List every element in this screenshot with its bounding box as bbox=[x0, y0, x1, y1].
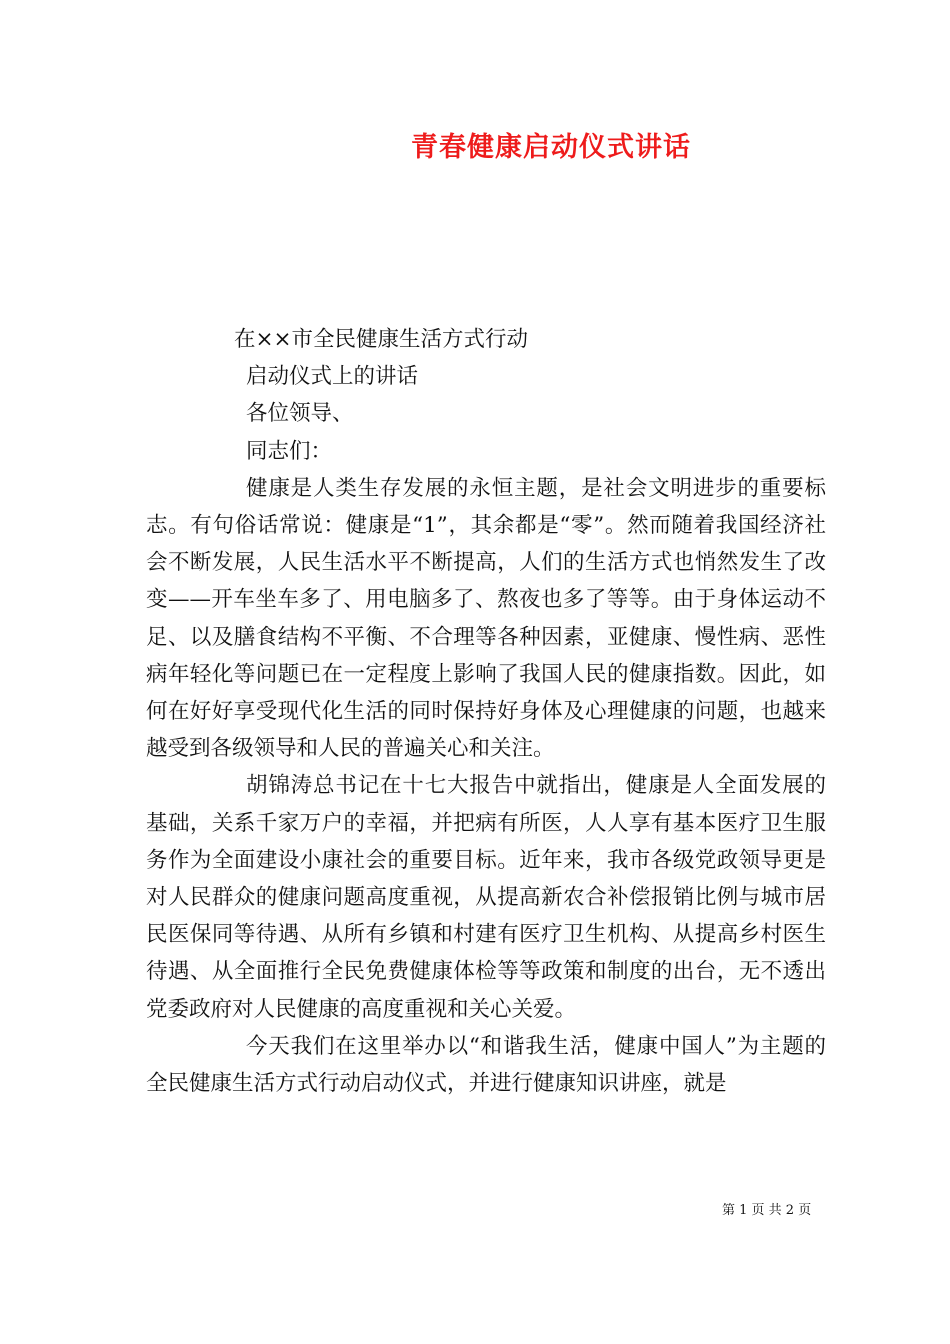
salutation-line-1: 各位领导、 bbox=[246, 401, 354, 427]
paragraph-1: 健康是人类生存发展的永恒主题，是社会文明进步的重要标志。有句俗话常说：健康是“1”，其余都是“零”。然而随着我国经济社会不断发展，人民生活水平不断提高，人们的生活方式也悄然发生了改变——开车坐车多了、用电脑多了、熬夜也多了等等。由于身体运动不足、以及膳食结构不平衡、不合理等各种因素，亚健康、慢性病、恶性病年轻化等问题已在一定程度上影响了我国人民的健康指数。因此，如何在好好享受现代化生活的同时保持好身体及心理健康的问题，也越来越受到各级领导和人民的普遍关心和关注。 bbox=[146, 475, 826, 762]
document-body bbox=[146, 321, 826, 1102]
speech-heading-line-2: 启动仪式上的讲话 bbox=[246, 364, 419, 390]
salutation-line-2: 同志们： bbox=[246, 438, 333, 464]
paragraph-2: 胡锦涛总书记在十七大报告中就指出，健康是人全面发展的基础，关系千家万户的幸福，并把病有所医，人人享有基本医疗卫生服务作为全面建设小康社会的重要目标。近年来，我市各级党政领导更是对人民群众的健康问题高度重视，从提高新农合补偿报销比例与城市居民医保同等待遇、从所有乡镇和村建有医疗卫生机构、从提高乡村医生待遇、从全面推行全民免费健康体检等等政策和制度的出台，无不透出党委政府对人民健康的高度重视和关心关爱。 bbox=[146, 773, 826, 1022]
page-number-footer: 第 1 页 共 2 页 bbox=[722, 1203, 812, 1218]
speech-heading-line-1: 在××市全民健康生活方式行动 bbox=[234, 327, 529, 352]
document-title: 青春健康启动仪式讲话 bbox=[411, 132, 691, 163]
paragraph-3: 今天我们在这里举办以“和谐我生活，健康中国人”为主题的全民健康生活方式行动启动仪式，并进行健康知识讲座，就是 bbox=[146, 1033, 826, 1096]
